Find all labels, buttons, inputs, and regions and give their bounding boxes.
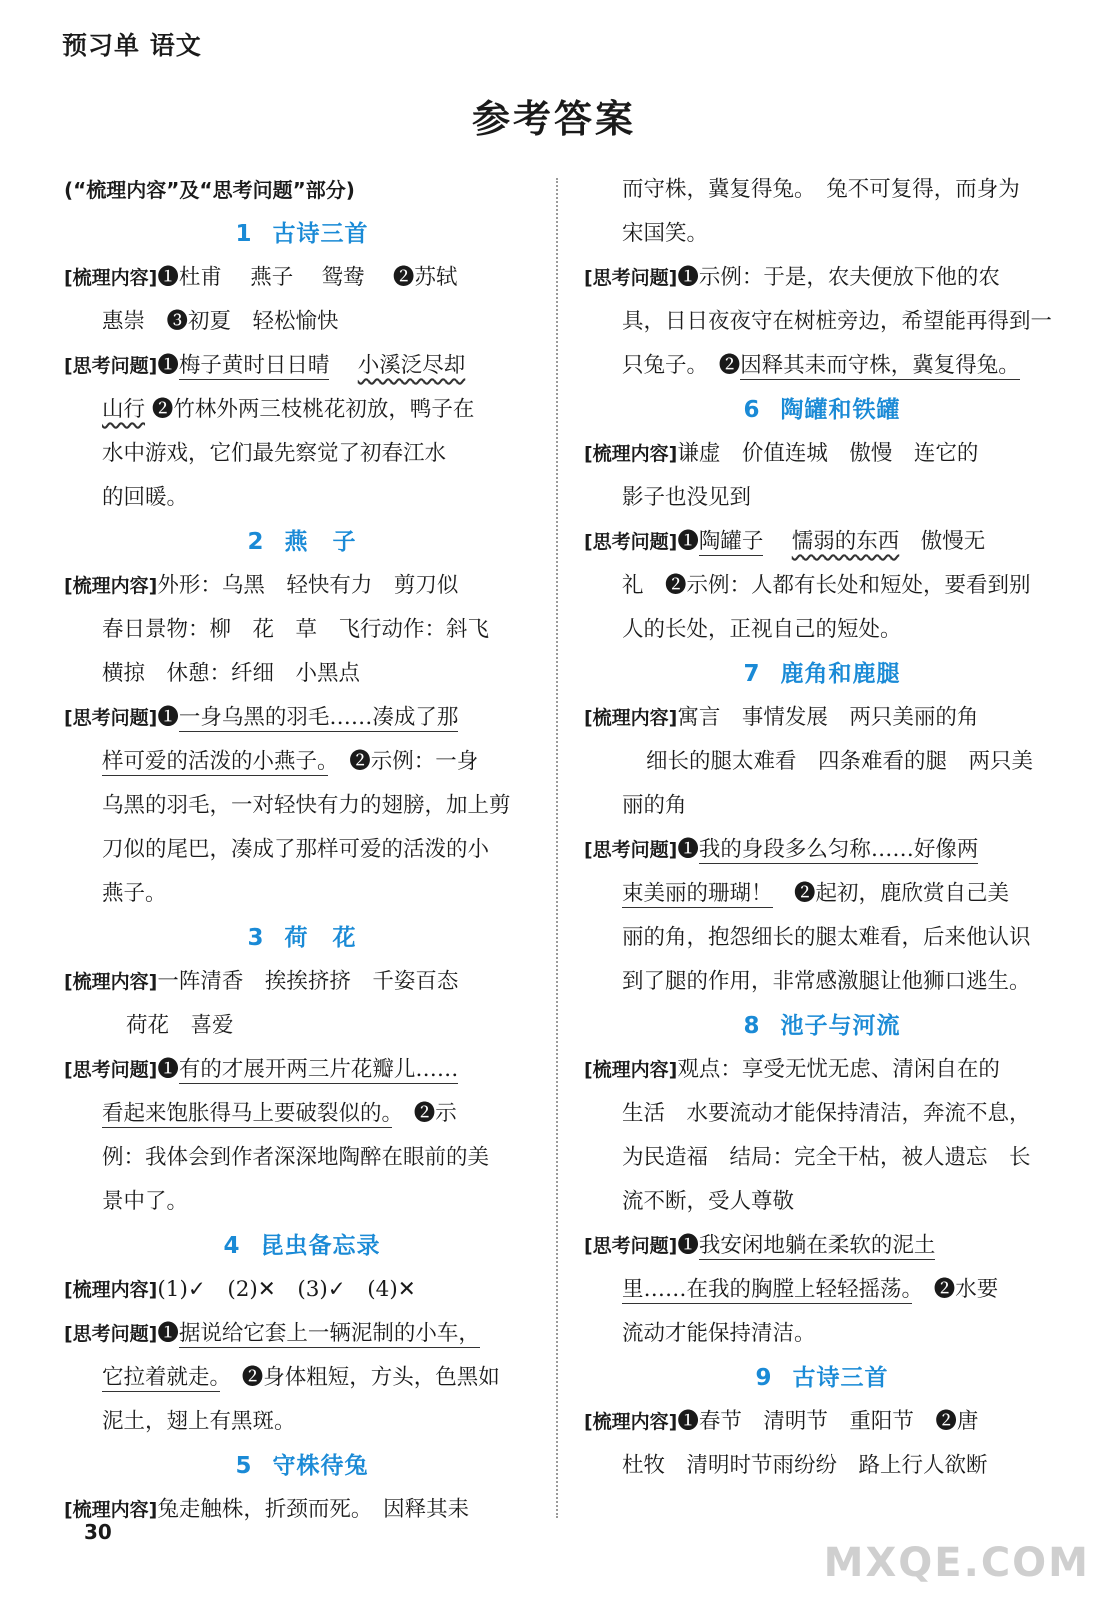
answer-line: 细长的腿太难看 四条难看的腿 两只美 [646, 749, 1034, 774]
answer-line: 丽的角，抱怨细长的腿太难看，后来他认识 [622, 925, 1031, 950]
answer-line: 为民造福 结局：完全干枯，被人遗忘 长 [622, 1145, 1031, 1170]
answer-line: 样可爱的活泼的小燕子。 ❷示例：一身 [102, 749, 479, 774]
answer-line: 人的长处，正视自己的短处。 [622, 617, 902, 642]
page-number: 30 [84, 1520, 112, 1544]
answer-line: 惠崇 ❸初夏 轻松愉快 [102, 309, 339, 334]
answer-line: [梳理内容]❶杜甫 燕子 鸳鸯 ❷苏轼 [64, 265, 458, 290]
answer-line: [梳理内容]谦虚 价值连城 傲慢 连它的 [584, 441, 979, 466]
answer-line: 流动才能保持清洁。 [622, 1321, 816, 1346]
answer-line: [思考问题]❶陶罐子 懦弱的东西 傲慢无 [584, 529, 986, 554]
section-heading-5: 5 守株待兔 [235, 1453, 369, 1479]
answer-line: 水中游戏，它们最先察觉了初春江水 [102, 441, 447, 466]
answer-line: [思考问题]❶有的才展开两三片花瓣儿…… [64, 1057, 459, 1082]
answer-line: 礼 ❷示例：人都有长处和短处，要看到别 [622, 573, 1031, 598]
right-column [584, 168, 1060, 1488]
answer-line: 杜牧 清明时节雨纷纷 路上行人欲断 [622, 1453, 988, 1478]
answer-line: [思考问题]❶据说给它套上一辆泥制的小车， [64, 1321, 480, 1346]
answer-line: 刀似的尾巴，凑成了那样可爱的活泼的小 [102, 837, 490, 862]
answer-line: 横掠 休憩：纤细 小黑点 [102, 661, 361, 686]
answer-line: 只兔子。 ❷因释其耒而守株，冀复得兔。 [622, 353, 1020, 378]
section-heading-6: 6 陶罐和铁罐 [743, 397, 901, 423]
answer-line: [思考问题]❶我安闲地躺在柔软的泥土 [584, 1233, 936, 1258]
answer-line: 荷花 喜爱 [126, 1013, 234, 1038]
column-divider [556, 178, 558, 1518]
answer-line: 它拉着就走。 ❷身体粗短，方头，色黑如 [102, 1365, 500, 1390]
answer-line: 具，日日夜夜守在树桩旁边，希望能再得到一 [622, 309, 1053, 334]
section-heading-2: 2 燕 子 [247, 529, 357, 555]
answer-line: 里……在我的胸膛上轻轻摇荡。 ❷水要 [622, 1277, 999, 1302]
answer-line: 束美丽的珊瑚！ ❷起初，鹿欣赏自己美 [622, 881, 1010, 906]
answer-line: 看起来饱胀得马上要破裂似的。 ❷示 [102, 1101, 457, 1126]
section-heading-1: 1 古诗三首 [235, 221, 369, 247]
answer-line: 丽的角 [622, 793, 687, 818]
watermark: MXQE.COM [823, 1540, 1090, 1586]
answer-line: [思考问题]❶梅子黄时日日晴 小溪泛尽却 [64, 353, 466, 378]
answer-line: [梳理内容]兔走触株，折颈而死。 因释其耒 [64, 1497, 470, 1522]
answer-line: [梳理内容]观点：享受无忧无虑、清闲自在的 [584, 1057, 1000, 1082]
left-column [64, 168, 540, 1532]
answer-line: [思考问题]❶示例：于是，农夫便放下他的农 [584, 265, 1000, 290]
section-heading-3: 3 荷 花 [247, 925, 357, 951]
answer-line: 流不断，受人尊敬 [622, 1189, 795, 1214]
answer-line: 而守株，冀复得兔。 兔不可复得，而身为 [622, 177, 1020, 202]
page-title: 参考答案 [471, 96, 636, 141]
answer-line: 燕子。 [102, 881, 167, 906]
section-heading-8: 8 池子与河流 [743, 1013, 901, 1039]
answer-line: 宋国笑。 [622, 221, 709, 246]
answer-line: 影子也没见到 [622, 485, 752, 510]
answer-line: 生活 水要流动才能保持清洁，奔流不息， [622, 1101, 1031, 1126]
section-heading-9: 9 古诗三首 [755, 1365, 889, 1391]
answer-line: [梳理内容]外形：乌黑 轻快有力 剪刀似 [64, 573, 459, 598]
section-heading-7: 7 鹿角和鹿腿 [743, 661, 901, 687]
scope-note: (“梳理内容”及“思考问题”部分) [64, 178, 355, 202]
answer-line: 春日景物：柳 花 草 飞行动作：斜飞 [102, 617, 490, 642]
answer-line: [思考问题]❶一身乌黑的羽毛……凑成了那 [64, 705, 459, 730]
section-heading-4: 4 昆虫备忘录 [223, 1233, 381, 1259]
answer-line: 山行 ❷竹林外两三枝桃花初放，鸭子在 [102, 397, 475, 422]
answer-line: [梳理内容]❶春节 清明节 重阳节 ❷唐 [584, 1409, 979, 1434]
answer-line: [梳理内容]寓言 事情发展 两只美丽的角 [584, 705, 979, 730]
answer-line: [思考问题]❶我的身段多么匀称……好像两 [584, 837, 979, 862]
answer-line: 泥土，翅上有黑斑。 [102, 1409, 296, 1434]
answer-line: 到了腿的作用，非常感激腿让他狮口逃生。 [622, 969, 1031, 994]
book-header: 预习单 语文 [62, 31, 202, 60]
answer-line: 乌黑的羽毛，一对轻快有力的翅膀，加上剪 [102, 793, 511, 818]
answer-line: [梳理内容](1)✓ (2)✕ (3)✓ (4)✕ [64, 1277, 416, 1302]
answer-line: 例：我体会到作者深深地陶醉在眼前的美 [102, 1145, 490, 1170]
answer-line: [梳理内容]一阵清香 挨挨挤挤 千姿百态 [64, 969, 459, 994]
answer-line: 景中了。 [102, 1189, 189, 1214]
answer-line: 的回暖。 [102, 485, 189, 510]
